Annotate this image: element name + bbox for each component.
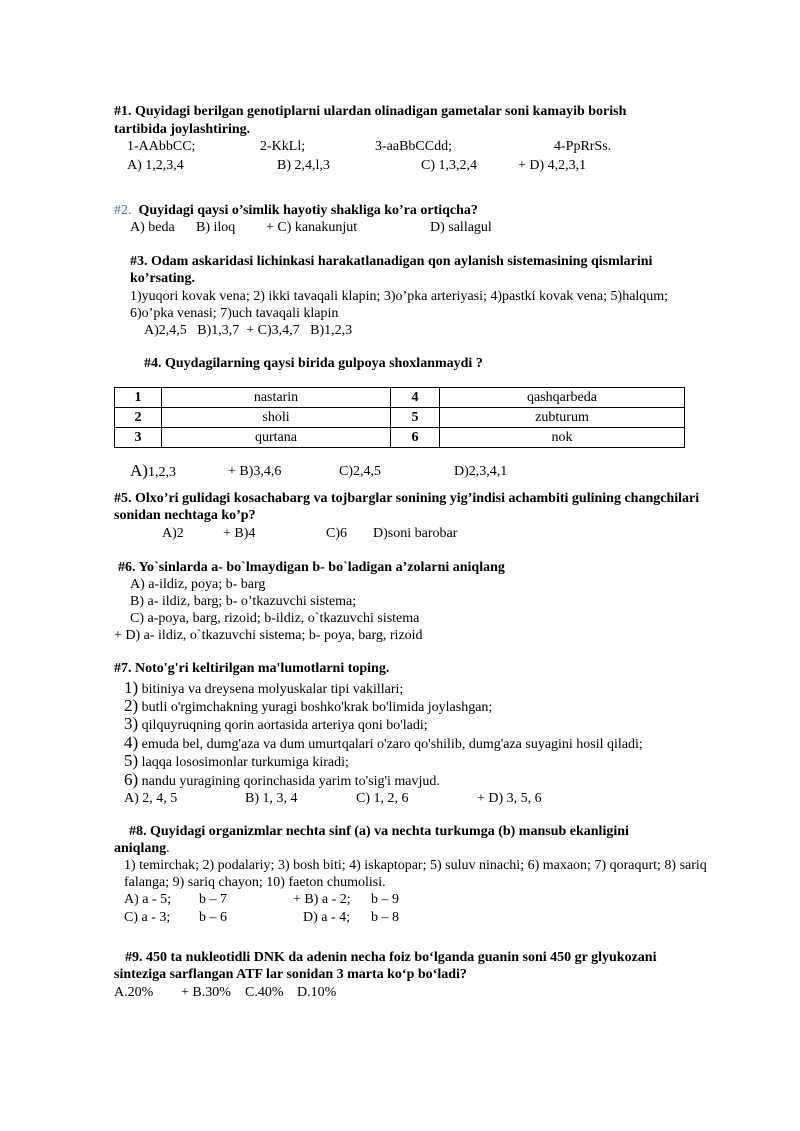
- q8-answer-b-b: b – 9: [371, 892, 399, 907]
- q7-item-4: [124, 734, 643, 753]
- q3-title-line1: #3. Odam askaridasi lichinkasi harakatlanadigan qon aylanish sistemasining qismlarini: [130, 254, 653, 269]
- q7-answer-a: A) 2, 4, 5: [124, 791, 178, 806]
- q8-answer-c-b: b – 6: [199, 910, 227, 925]
- q8-title-period: .: [166, 841, 170, 856]
- table-cell: 6: [391, 428, 440, 448]
- q7-item-1-text: bitiniya va dreysena molyuskalar tipi vakillari;: [141, 682, 404, 697]
- q3-answers: A)2,4,5 B)1,3,7 + C)3,4,7 B)1,2,3: [144, 323, 353, 338]
- q6-answer-a: A) a-ildiz, poya; b- barg: [130, 577, 266, 592]
- q2-answer-a: A) beda: [130, 220, 175, 235]
- table-row: [115, 408, 685, 428]
- q2-title-row: [114, 202, 478, 219]
- q5-answer-d: D)soni barobar: [373, 526, 458, 541]
- q1-title-line2: tartibida joylashtiring.: [114, 122, 251, 137]
- q5-answer-a: A)2: [162, 526, 184, 541]
- q7-title: #7. Noto'g'ri keltirilgan ma'lumotlarni toping.: [114, 661, 390, 676]
- table-cell: zubturum: [440, 408, 685, 428]
- q7-item-1-number: 1): [124, 678, 139, 697]
- q2-number: #2.: [114, 203, 132, 218]
- q3-title-line2: ko’rsating.: [130, 271, 195, 286]
- q8-answer-a-b: b – 7: [199, 892, 227, 907]
- q7-item-4-text: emuda bel, dumg'aza va dum umurtqalari o'zaro qo'shilib, dumg'aza suyagini hosil qiladi;: [141, 737, 643, 752]
- table-cell: 2: [115, 408, 162, 428]
- q7-item-6-number: 6): [124, 770, 139, 789]
- q5-title-line2: sonidan nechtaga ko’p?: [114, 508, 256, 523]
- q4-answer-d: D)2,3,4,1: [454, 464, 508, 479]
- q7-answer-b: B) 1, 3, 4: [245, 791, 298, 806]
- q8-title-line2: [114, 840, 170, 857]
- q2-answer-c: + C) kanakunjut: [266, 220, 358, 235]
- q8-title-line1: #8. Quyidagi organizmlar nechta sinf (a) va nechta turkumga (b) mansub ekanligini: [129, 824, 629, 839]
- q3-options-line1: 1)yuqori kovak vena; 2) ikki tavaqali klapin; 3)o’pka arteriyasi; 4)pastki kovak vena; 5)halqum;: [130, 289, 669, 304]
- q6-answer-c: C) a-poya, barg, rizoid; b-ildiz, o`tkazuvchi sistema: [130, 611, 420, 626]
- q9-answer-a: A.20%: [114, 985, 154, 1000]
- table-row: [115, 428, 685, 448]
- q2-answer-b: B) iloq: [196, 220, 236, 235]
- q1-answer-b: B) 2,4,l,3: [277, 158, 330, 173]
- q7-item-5-text: laqqa lososimonlar turkumiga kiradi;: [141, 755, 349, 770]
- q2-title: Quyidagi qaysi o’simlik hayotiy shakliga ko’ra ortiqcha?: [138, 203, 478, 218]
- table-cell: 1: [115, 388, 162, 408]
- q2-answer-d: D) sallagul: [430, 220, 492, 235]
- q7-item-2: [124, 697, 492, 716]
- table-cell: nastarin: [162, 388, 391, 408]
- q8-answer-d-a: D) a - 4;: [303, 910, 351, 925]
- q1-answer-a: A) 1,2,3,4: [127, 158, 184, 173]
- q1-item-3: 3-aaBbCCdd;: [375, 139, 452, 154]
- q1-answer-c: C) 1,3,2,4: [421, 158, 477, 173]
- table-cell: sholi: [162, 408, 391, 428]
- q9-title-line2: sinteziga sarflangan ATF lar sonidan 3 marta ko‘p bo‘ladi?: [114, 967, 467, 982]
- q6-title: #6. Yo`sinlarda a- bo`lmaydigan b- bo`ladigan a’zolarni aniqlang: [118, 560, 505, 575]
- q7-item-3: [124, 715, 428, 734]
- q8-answer-d-b: b – 8: [371, 910, 399, 925]
- q7-item-2-number: 2): [124, 696, 139, 715]
- q7-item-2-text: butli o'rgimchakning yuragi boshko'krak bo'limida joylashgan;: [141, 700, 493, 715]
- q7-item-1: [124, 679, 403, 698]
- q9-title-line1: #9. 450 ta nukleotidli DNK da adenin necha foiz bo‘lganda guanin soni 450 gr glyukozani: [125, 950, 657, 965]
- q4-answer-a-value: 1,2,3: [147, 465, 176, 480]
- q9-answer-b: + B.30%: [181, 985, 231, 1000]
- q8-answer-a-a: A) a - 5;: [124, 892, 172, 907]
- q7-item-6-text: nandu yuragining qorinchasida yarim to'sig'i mavjud.: [141, 774, 440, 789]
- table-cell: qashqarbeda: [440, 388, 685, 408]
- q7-item-6: [124, 771, 440, 790]
- q7-answer-d: + D) 3, 5, 6: [477, 791, 542, 806]
- table-cell: qurtana: [162, 428, 391, 448]
- q9-answer-d: D.10%: [297, 985, 337, 1000]
- table-row: [115, 388, 685, 408]
- q3-options-line2: 6)o’pka venasi; 7)uch tavaqali klapin: [130, 306, 339, 321]
- q5-answer-c: C)6: [326, 526, 347, 541]
- table-cell: 3: [115, 428, 162, 448]
- q4-answer-b: + B)3,4,6: [228, 464, 282, 479]
- q1-answer-d: + D) 4,2,3,1: [518, 158, 587, 173]
- q8-organisms-line2: falanga; 9) sariq chayon; 10) faeton chumolisi.: [124, 875, 386, 890]
- q6-answer-d: + D) a- ildiz, o`tkazuvchi sistema; b- poya, barg, rizoid: [114, 628, 423, 643]
- q8-answer-c-a: C) a - 3;: [124, 910, 171, 925]
- q4-plant-table: [114, 387, 685, 448]
- table-cell: 5: [391, 408, 440, 428]
- q4-answer-a-letter: A): [130, 461, 148, 480]
- q5-answer-b: + B)4: [223, 526, 256, 541]
- q7-item-5: [124, 752, 349, 771]
- q1-item-4: 4-PpRrSs.: [554, 139, 612, 154]
- q7-item-4-number: 4): [124, 733, 139, 752]
- q7-item-3-text: qilquyruqning qorin aortasida arteriya qoni bo'ladi;: [141, 718, 428, 733]
- table-cell: nok: [440, 428, 685, 448]
- q1-title-line1: #1. Quyidagi berilgan genotiplarni ulardan olinadigan gametalar soni kamayib borish: [114, 104, 627, 119]
- q8-organisms-line1: 1) temirchak; 2) podalariy; 3) bosh biti; 4) iskaptopar; 5) suluv ninachi; 6) maxaon; 7) qoraqurt; 8) sariq: [124, 858, 707, 873]
- q4-title: #4. Quydagilarning qaysi birida gulpoya shoxlanmaydi ?: [144, 356, 483, 371]
- q7-item-5-number: 5): [124, 751, 139, 770]
- q1-item-1: 1-AAbbCC;: [127, 139, 196, 154]
- q5-title-line1: #5. Olxo’ri gulidagi kosachabarg va tojbarglar sonining yig’indisi achambiti gulining changchilari: [114, 491, 700, 506]
- q7-answer-c: C) 1, 2, 6: [356, 791, 409, 806]
- table-cell: 4: [391, 388, 440, 408]
- q4-answer-a: [130, 462, 176, 481]
- q6-answer-b: B) a- ildiz, barg; b- o’tkazuvchi sistema;: [130, 594, 357, 609]
- q7-item-3-number: 3): [124, 714, 139, 733]
- q1-item-2: 2-KkLl;: [260, 139, 306, 154]
- q8-answer-b-a: + B) a - 2;: [293, 892, 351, 907]
- q8-title-word: aniqlang: [114, 841, 167, 856]
- q9-answer-c: C.40%: [245, 985, 284, 1000]
- q4-answer-c: C)2,4,5: [339, 464, 381, 479]
